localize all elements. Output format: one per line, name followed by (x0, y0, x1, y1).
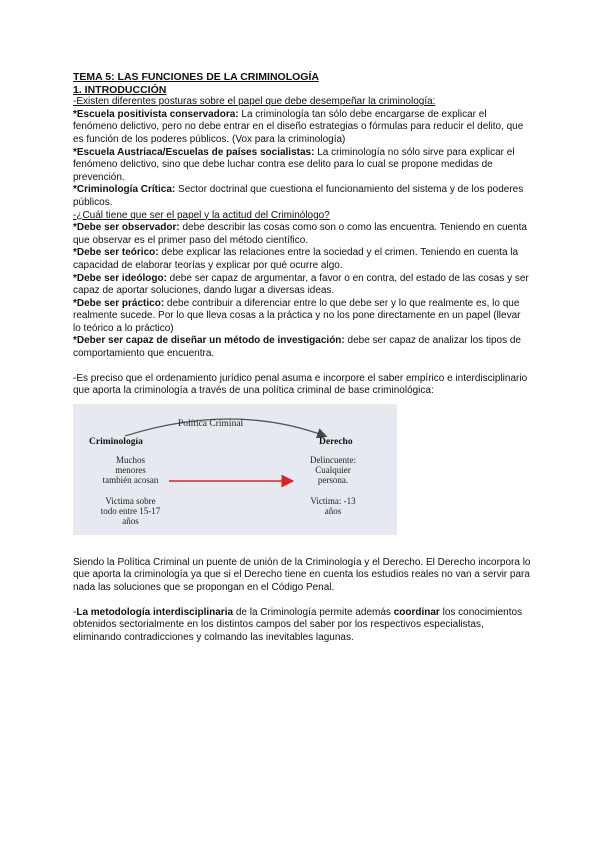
role-label: *Debe ser práctico: (73, 297, 165, 309)
method-prefix: - (73, 606, 77, 618)
role-label: *Debe ser ideólogo: (73, 272, 167, 284)
diagram-text: todo entre 15-17 (100, 505, 161, 516)
diagram-text: Delincuente: (310, 454, 356, 465)
role-observador (73, 222, 531, 247)
precise-paragraph: -Es preciso que el ordenamiento jurídico penal asuma e incorpore el saber empírico e interdisciplinario que aporta la criminología a través de una política criminal de base criminológica: (73, 372, 528, 397)
role-text: debe ser capaz de argumentar, a favor o en contra, del estado de las cosas y ser capaz de aportar soluciones, dando lugar a diversas ideas. (73, 272, 529, 297)
escuela-label: *Escuela Austriaca/Escuelas de países socialistas: (73, 146, 315, 158)
diagram-text: Cualquier (315, 464, 351, 475)
diagram-text: también acosan (102, 474, 159, 485)
bridge-paragraph: Siendo la Política Criminal un puente de unión de la Criminología y el Derecho. El Derecho incorpora lo que aporta la criminología ya que si el Derecho tiene en cuenta los estudios reales no van a servir para nada las soluciones que se propongan en el Código Penal. (73, 556, 531, 594)
role-text: debe contribuir a diferenciar entre lo que debe ser y lo que realmente es, lo que realmente sucede. Por lo que lleva cosas a la práctica y no los pone directamente en un papel (llevar lo teórico a lo práctico) (73, 297, 521, 334)
criminologia-critica (73, 184, 531, 209)
intro-question: -Existen diferentes posturas sobre el papel que debe desempeñar la criminología: (73, 96, 436, 108)
role-teorico (73, 247, 531, 272)
section-heading: 1. INTRODUCCIÓN (73, 83, 167, 96)
role-label: *Debe ser observador: (73, 222, 180, 234)
diagram-text: persona. (317, 474, 349, 485)
role-metodo (73, 335, 531, 360)
right-block-1 (295, 455, 371, 485)
document-title: TEMA 5: LAS FUNCIONES DE LA CRIMINOLOGÍA (73, 71, 319, 83)
right-block-2 (295, 496, 371, 516)
escuela-text: La criminología no sólo sirve para explicar el fenómeno delictivo, sino que debe luchar contra ese delito para lo cual se propone medidas de prevención. (73, 146, 515, 183)
role-label: *Debe ser teórico: (73, 247, 159, 259)
diagram-text: años (324, 505, 342, 516)
diagram-text: Muchos (116, 454, 145, 465)
escuela-austriaca (73, 147, 531, 185)
method-paragraph (73, 607, 531, 645)
left-block-2 (93, 496, 168, 526)
role-text: debe describir las cosas como son o como las encuentra. Teniendo en cuenta que observar es el primer paso del método científico. (73, 222, 527, 246)
role-practico (73, 298, 531, 336)
escuela-positivista (73, 109, 531, 147)
diagram-title: Política Criminal (178, 418, 244, 429)
escuela-text: Sector doctrinal que cuestiona el funcionamiento del sistema y de los poderes públicos. (73, 184, 524, 208)
left-heading: Criminología (89, 436, 143, 447)
diagram-text: menores (115, 464, 146, 475)
role-ideologo (73, 273, 531, 298)
document-page (73, 71, 531, 644)
role-text: debe ser capaz de analizar los tipos de comportamiento que encuentra. (73, 335, 521, 360)
escuela-label: *Escuela positivista conservadora: (73, 108, 239, 120)
escuela-text: La criminología tan sólo debe encargarse de explicar el fenómeno delictivo, pero no debe entrar en el diseño estrategias o fórmulas para reducir el delito, que es función de los poderes públicos. (Vox para la criminología) (73, 108, 524, 145)
diagram-text: Victima sobre (105, 495, 156, 506)
role-label: *Deber ser capaz de diseñar un método de investigación: (73, 335, 345, 347)
method-bold: La metodología interdisciplinaria (76, 606, 234, 618)
right-heading: Derecho (319, 436, 353, 447)
left-block-1 (93, 455, 168, 485)
diagram-text: años (122, 515, 139, 526)
method-text: de la Criminología permite además (233, 606, 394, 618)
diagram-text: Victima: -13 (310, 495, 356, 506)
escuela-label: *Criminología Crítica: (73, 184, 176, 196)
role-question: -¿Cuál tiene que ser el papel y la actitud del Criminólogo? (73, 209, 330, 221)
method-text: los conocimientos obtenidos sectorialmente en los distintos campos del saber por los respectivos especialistas, eliminando contradicciones y colmando las inevitables lagunas. (73, 606, 523, 643)
politica-criminal-diagram (73, 404, 397, 535)
role-text: debe explicar las relaciones entre la sociedad y el crimen. Teniendo en cuenta la capacidad de elaborar teorías y explicar por qué ocurre algo. (73, 247, 519, 271)
method-bold: coordinar (393, 606, 440, 618)
